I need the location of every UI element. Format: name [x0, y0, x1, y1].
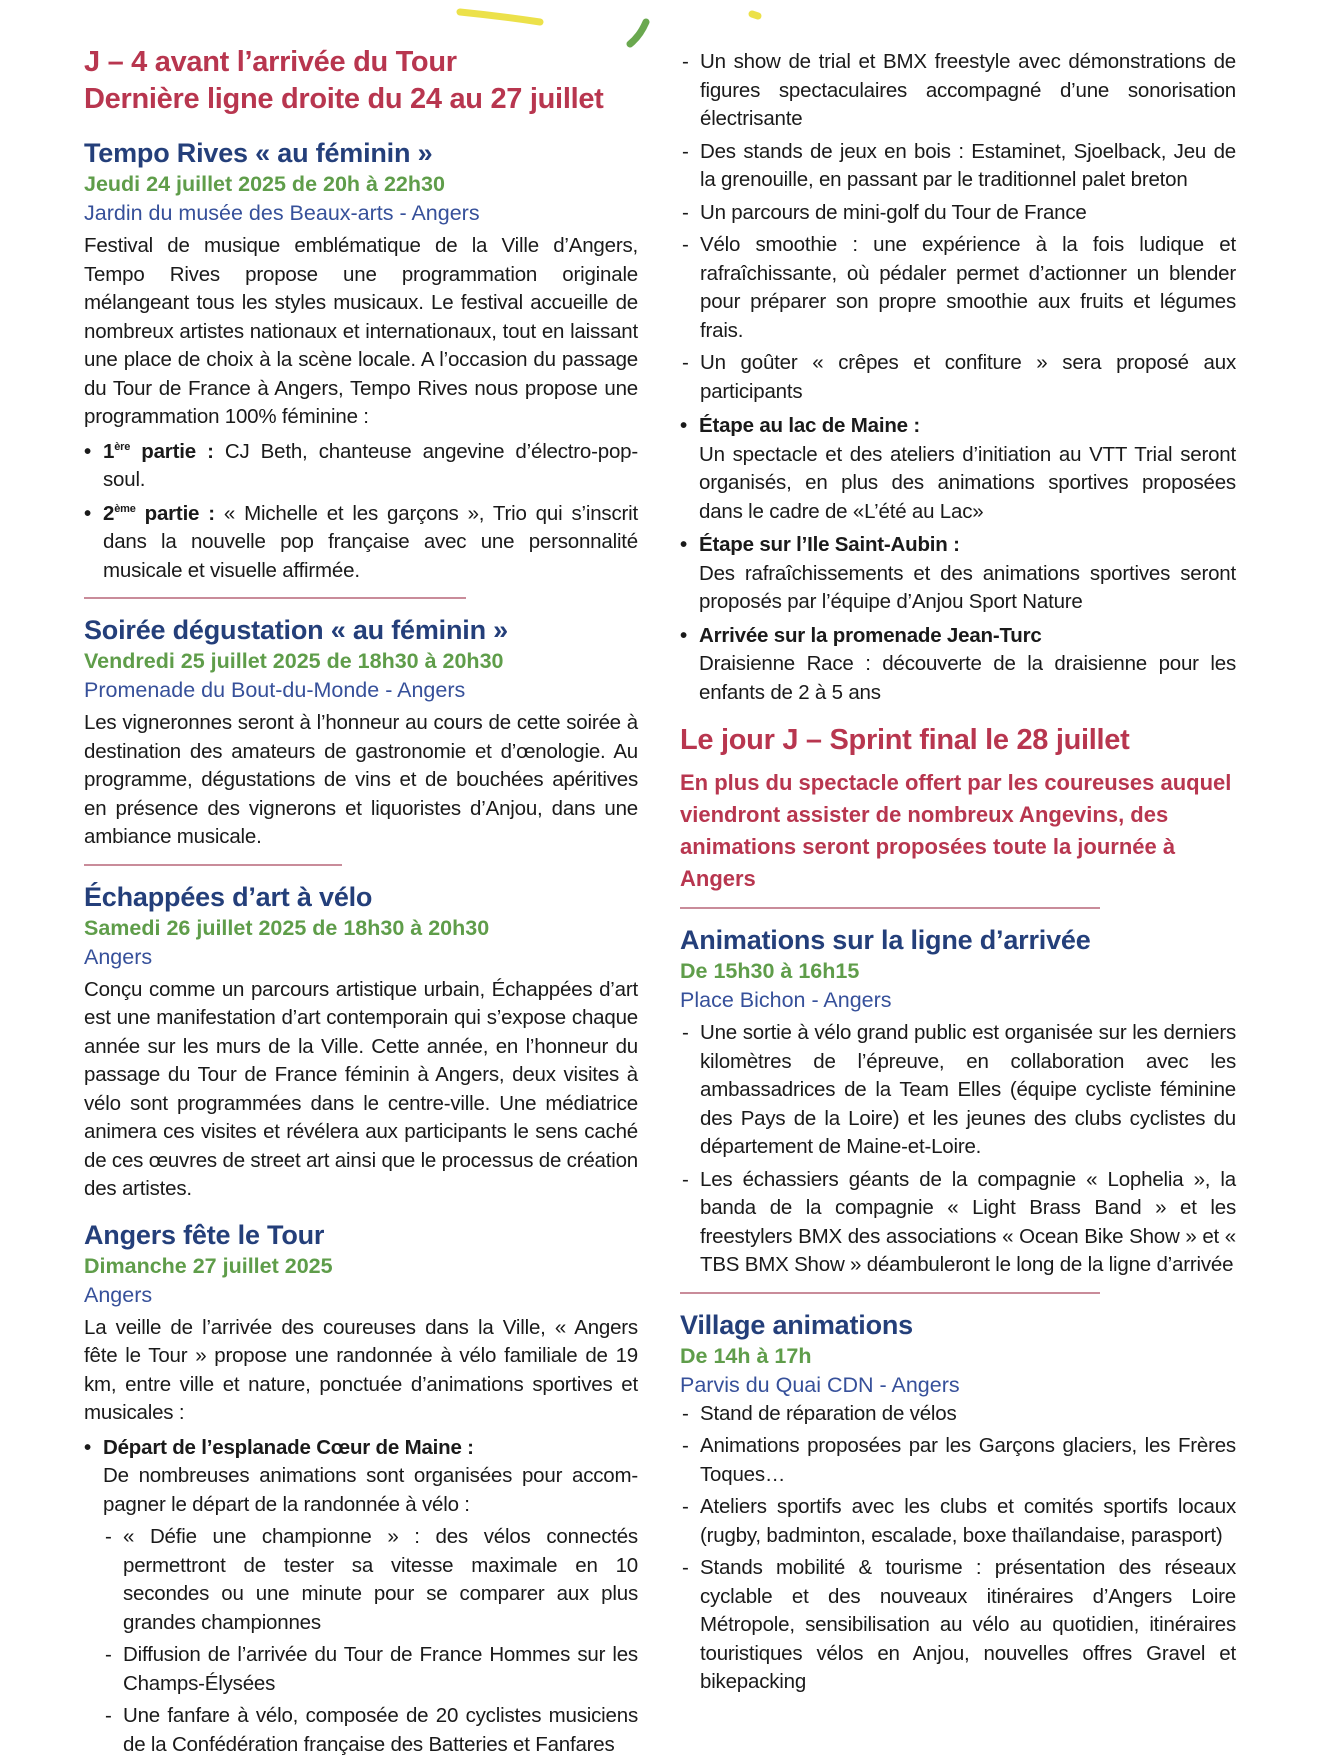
section-place: Jardin du musée des Beaux-arts - Angers: [84, 201, 480, 225]
list-item: - Une sortie à vélo grand public est organisée sur les derniers kilomètres de l’épreuve, en collaboration avec les ambassadrices de la Team Elles (équipe cycliste féminine des Pays de la Loire) et les jeunes des clubs cyclistes du département de Maine-et-Loire.: [680, 1019, 1236, 1162]
section-title: Village animations: [680, 1309, 913, 1340]
list-item: - Stands mobilité & tourisme : présentation des réseaux cyclable et des nouveaux itinéraires d’Angers Loire Métropole, sensibilisation au vélo au quotidien, itinéraires touristiques vélos en Anjou, nouvelles offres Gravel et bikepacking: [680, 1554, 1236, 1697]
divider: [680, 907, 1100, 909]
jour-j-intro: En plus du spectacle offert par les coureuses auquel viendront assister de nombreux Angevins, des animations seront proposées toute la journée à Angers: [680, 770, 1232, 891]
left-column: [84, 44, 638, 1764]
list-item: • Étape au lac de Maine : Un spectacle et des ateliers d’initiation au VTT Trial seront organisés, en plus des animations sportives proposées dans le cadre de «L’été au Lac»: [680, 412, 1236, 526]
section-date: De 15h30 à 16h15: [680, 959, 860, 983]
section-title: Soirée dégustation « au féminin »: [84, 615, 508, 645]
header-line-2: Dernière ligne droite du 24 au 27 juillet: [84, 83, 604, 115]
section-title: Angers fête le Tour: [84, 1219, 325, 1250]
depart-activities-continued: [680, 48, 1236, 406]
depart-activities: [103, 1523, 638, 1759]
list-item: • Étape sur l’Ile Saint-Aubin : Des rafraîchissements et des animations sportives seront proposés par l’équipe d’Anjou Sport Nature: [680, 531, 1236, 617]
section-jour-j: [680, 722, 1236, 895]
stages-list-continued: [680, 412, 1236, 707]
right-column: [680, 48, 1236, 1701]
list-item: - Ateliers sportifs avec les clubs et comités sportifs locaux (rugby, badminton, escalade, boxe thaïlandaise, parasport): [680, 1493, 1236, 1550]
section-echappees: [84, 880, 638, 1204]
list-item: - « Défie une championne » : des vélos connectés permettront de tester sa vitesse maximale en 10 secondes ou une minute pour se comparer aux plus grandes championnes: [103, 1523, 638, 1637]
village-activities: [680, 1400, 1236, 1697]
section-place: Angers: [84, 1282, 153, 1307]
arrivee-activities: [680, 1019, 1236, 1280]
list-item: - Stand de réparation de vélos: [680, 1400, 1236, 1429]
jour-j-title: Le jour J – Sprint final le 28 juillet: [680, 724, 1130, 756]
list-item: • Arrivée sur la promenade Jean-Turc Draisienne Race : découverte de la draisienne pour les enfants de 2 à 5 ans: [680, 622, 1236, 708]
section-title: Échappées d’art à vélo: [84, 881, 373, 912]
divider: [84, 864, 342, 866]
section-place: Angers: [84, 944, 153, 969]
lineup-list: [84, 438, 638, 586]
list-item: - Un parcours de mini-golf du Tour de France: [680, 199, 1236, 228]
section-ligne-arrivee: [680, 923, 1236, 1280]
list-item: - Une fanfare à vélo, composée de 20 cyclistes musiciens de la Confédération française des Batteries et Fanfares: [103, 1702, 638, 1759]
section-date: Jeudi 24 juillet 2025 de 20h à 22h30: [84, 172, 445, 196]
section-text: La veille de l’arrivée des coureuses dans la Ville, « Angers fête le Tour » propose une randonnée à vélo familiale de 19 km, entre ville et nature, ponctuée d’animations sportives et musicales :: [84, 1315, 638, 1424]
section-tempo-rives: [84, 136, 638, 585]
list-item: - Vélo smoothie : une expérience à la fois ludique et rafraîchissante, où pédaler permet d’actionner un blender pour préparer son propre smoothie aux fruits et légumes frais.: [680, 231, 1236, 345]
section-text: Les vigneronnes seront à l’honneur au cours de cette soirée à destination des amateurs de gastronomie et d’œnologie. Au programme, dégustations de vins et de bouchées apéritives en présence des vignerons et liquoristes d’Anjou, dans une ambiance musicale.: [84, 711, 638, 848]
list-item: - Diffusion de l’arrivée du Tour de France Hommes sur les Champs-Élysées: [103, 1641, 638, 1698]
list-item: - Un goûter « crêpes et confiture » sera proposé aux participants: [680, 349, 1236, 406]
section-place: Promenade du Bout-du-Monde - Angers: [84, 678, 466, 702]
stages-list: [84, 1434, 638, 1760]
list-item: - Animations proposées par les Garçons glaciers, les Frères Toques…: [680, 1432, 1236, 1489]
section-soiree-degustation: [84, 613, 638, 852]
list-item: - Un show de trial et BMX freestyle avec démonstrations de figures spectaculaires accompagné d’une sonorisation électrisante: [680, 48, 1236, 134]
section-text: Festival de musique emblématique de la Ville d’Angers, Tempo Rives propose une programmation originale mélangeant tous les styles musicaux. Le festival accueille de nombreux artistes nationaux et internationaux, tout en laissant une place de choix à la scène locale. A l’occasion du passage du Tour de France à Angers, Tempo Rives nous propose une programmation 100% féminine :: [84, 234, 638, 428]
section-date: De 14h à 17h: [680, 1343, 812, 1368]
list-item: • 1ère partie : CJ Beth, chanteuse angevine d’électro-pop-soul.: [84, 438, 638, 495]
section-place: Parvis du Quai CDN - Angers: [680, 1372, 960, 1397]
divider: [84, 597, 466, 599]
list-item: • Départ de l’esplanade Cœur de Maine : De nombreuses animations sont organisées pour accom-pagner le départ de la randonnée à vélo : - « Défie une championne » : des vélos connectés permettront de tester sa vitesse maximale en 10 secondes ou une minute pour se comparer aux plus grandes championnes - Diffusion de l’arrivée du Tour de France Hommes sur les Champs-Élysées - Une fanfare à vélo, composée de 20 cyclistes musiciens de la Confédération française des Batteries et Fanfares: [84, 1434, 638, 1760]
header-line-1: J – 4 avant l’arrivée du Tour: [84, 46, 457, 78]
section-date: Vendredi 25 juillet 2025 de 18h30 à 20h30: [84, 649, 504, 673]
section-angers-fete-le-tour: [84, 1218, 638, 1760]
section-village-animations: [680, 1308, 1236, 1697]
section-title: Animations sur la ligne d’arrivée: [680, 925, 1091, 955]
list-item: - Des stands de jeux en bois : Estaminet, Sjoelback, Jeu de la grenouille, en passant par le traditionnel palet breton: [680, 138, 1236, 195]
divider: [680, 1292, 1100, 1294]
section-place: Place Bichon - Angers: [680, 988, 892, 1012]
section-date: Dimanche 27 juillet 2025: [84, 1253, 333, 1278]
list-item: • 2ème partie : « Michelle et les garçons », Trio qui s’inscrit dans la nouvelle pop française avec une personnalité musicale et visuelle affirmée.: [84, 500, 638, 586]
section-date: Samedi 26 juillet 2025 de 18h30 à 20h30: [84, 915, 490, 940]
section-title: Tempo Rives « au féminin »: [84, 138, 433, 168]
list-item: - Les échassiers géants de la compagnie « Lophelia », la banda de la compagnie « Light Brass Band » et les freestylers BMX des associations « Ocean Bike Show » et « TBS BMX Show » déambuleront le long de la ligne d’arrivée: [680, 1166, 1236, 1280]
section-text: Conçu comme un parcours artistique urbain, Échappées d’art est une manifestation d’art contemporain qui s’expose chaque année sur les murs de la Ville. Cette année, en l’honneur du passage du Tour de France féminin à Angers, deux visites à vélo sont programmées dans le centre-ville. Une médiatrice animera ces visites et révélera aux participants le sens caché de ces œuvres de street art ainsi que le processus de création des artistes.: [84, 977, 638, 1200]
page-header: [84, 44, 638, 118]
